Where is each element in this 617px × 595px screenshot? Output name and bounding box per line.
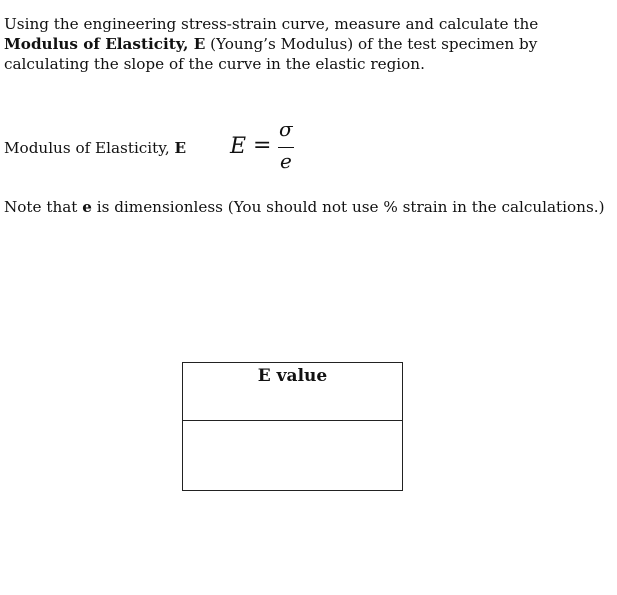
formula-fraction-bar — [278, 147, 294, 148]
modulus-label-text: Modulus of Elasticity, — [4, 139, 175, 157]
e-value-header-row — [183, 363, 403, 421]
note-suffix: is dimensionless (You should not use % strain in the calculations.) — [91, 198, 605, 216]
formula-numerator: σ — [279, 117, 293, 141]
instructions-paragraph — [4, 14, 604, 74]
note-prefix: Note that — [4, 198, 83, 216]
modulus-label — [4, 138, 186, 158]
intro-bold-term: Modulus of Elasticity, E — [4, 35, 206, 53]
note-symbol: e — [82, 198, 92, 216]
e-value-answer-cell[interactable] — [183, 421, 403, 491]
formula-denominator: e — [280, 149, 292, 173]
intro-text-before: Using the engineering stress-strain curve, measure and calculate the — [4, 15, 539, 33]
youngs-modulus-formula — [229, 118, 309, 178]
e-value-answer-row — [183, 421, 403, 491]
modulus-label-symbol: E — [174, 139, 187, 157]
e-value-table — [182, 362, 403, 491]
formula-equals: = — [253, 133, 272, 158]
formula-lhs: E — [230, 134, 247, 159]
intro-text-after: (Young’s Modulus) of the test specimen by calculating the slope of the curve in the elastic region. — [4, 35, 538, 73]
note-paragraph — [4, 197, 605, 217]
e-value-header: E value — [183, 363, 403, 421]
